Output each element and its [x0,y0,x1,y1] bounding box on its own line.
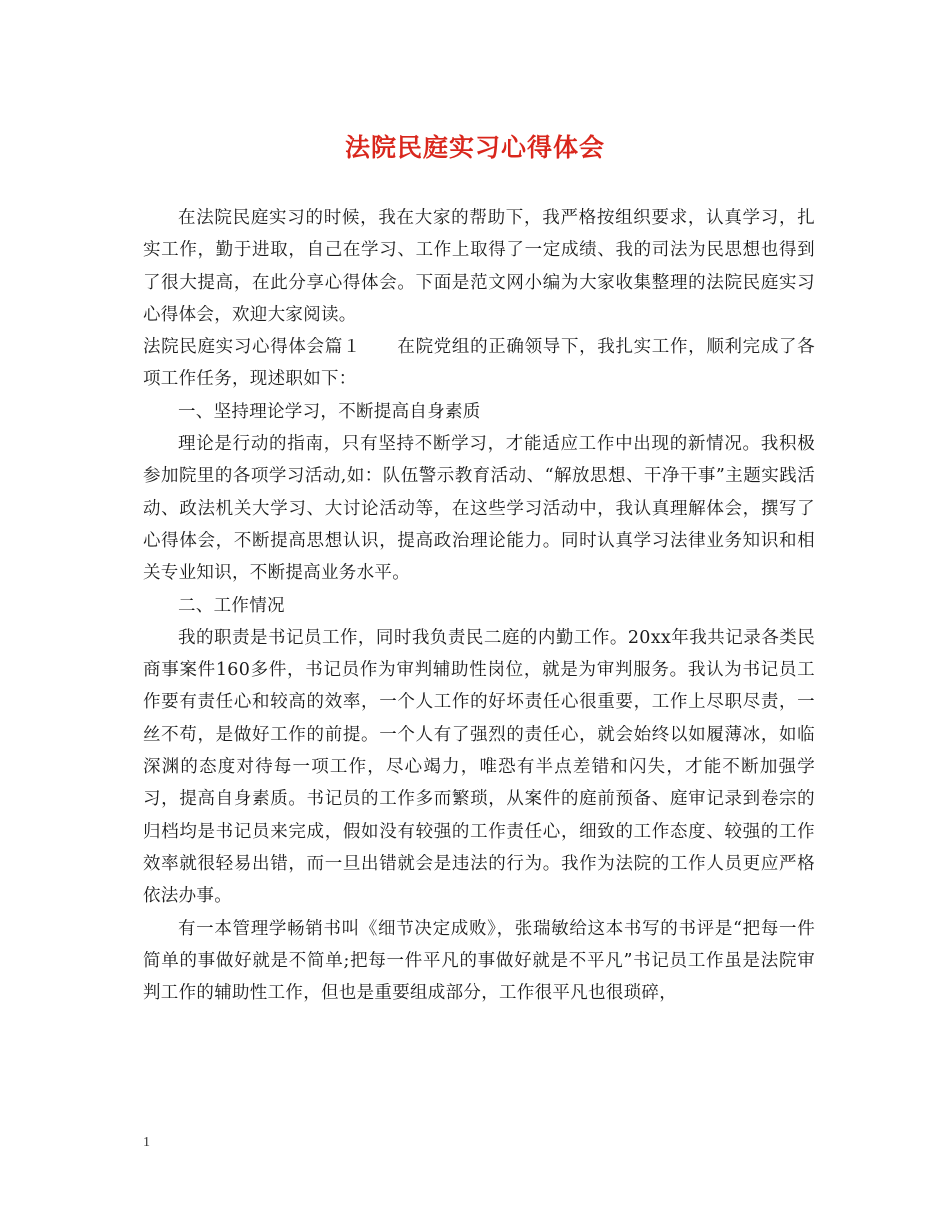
paragraph-detail: 有一本管理学畅销书叫《细节决定成败》，张瑞敏给这本书写的书评是“把每一件简单的事做好就是不简单;把每一件平凡的事做好就是不平凡”书记员工作虽是法院审判工作的辅助性工作，但也是重要组成部分，工作很平凡也很琐碎， [143,918,815,1004]
paragraph-heading-theory: 一、坚持理论学习，不断提高自身素质 [178,401,481,422]
document-body [143,202,815,1009]
paragraph-intro: 在法院民庭实习的时候，我在大家的帮助下，我严格按组织要求，认真学习，扎实工作，勤于进取，自己在学习、工作上取得了一定成绩、我的司法为民思想也得到了很大提高，在此分享心得体会。下面是范文网小编为大家收集整理的法院民庭实习心得体会，欢迎大家阅读。 [143,208,815,325]
paragraph-heading-work: 二、工作情况 [178,595,285,616]
paragraph-theory: 理论是行动的指南，只有坚持不断学习，才能适应工作中出现的新情况。我积极参加院里的各项学习活动,如：队伍警示教育活动、“解放思想、干净干事”主题实践活动、政法机关大学习、大讨论活动等，在这些学习活动中，我认真理解体会，撰写了心得体会，不断提高思想认识，提高政治理论能力。同时认真学习法律业务知识和相关专业知识，不断提高业务水平。 [143,434,815,584]
page-number: 1 [143,1135,150,1150]
document-title: 法院民庭实习心得体会 [344,133,605,162]
paragraph-section-heading: 法院民庭实习心得体会篇１ 在院党组的正确领导下，我扎实工作，顺利完成了各项工作任务，现述职如下： [143,337,815,390]
paragraph-work: 我的职责是书记员工作，同时我负责民二庭的内勤工作。20xx年我共记录各类民商事案件160多件，书记员作为审判辅助性岗位，就是为审判服务。我认为书记员工作要有责任心和较高的效率，一个人工作的好坏责任心很重要，工作上尽职尽责，一丝不苟，是做好工作的前提。一个人有了强烈的责任心，就会始终以如履薄冰，如临深渊的态度对待每一项工作，尽心竭力，唯恐有半点差错和闪失，才能不断加强学习，提高自身素质。书记员的工作多而繁琐，从案件的庭前预备、庭审记录到卷宗的归档均是书记员来完成，假如没有较强的工作责任心，细致的工作态度、较强的工作效率就很轻易出错，而一旦出错就会是违法的行为。我作为法院的工作人员更应严格依法办事。 [143,627,815,907]
